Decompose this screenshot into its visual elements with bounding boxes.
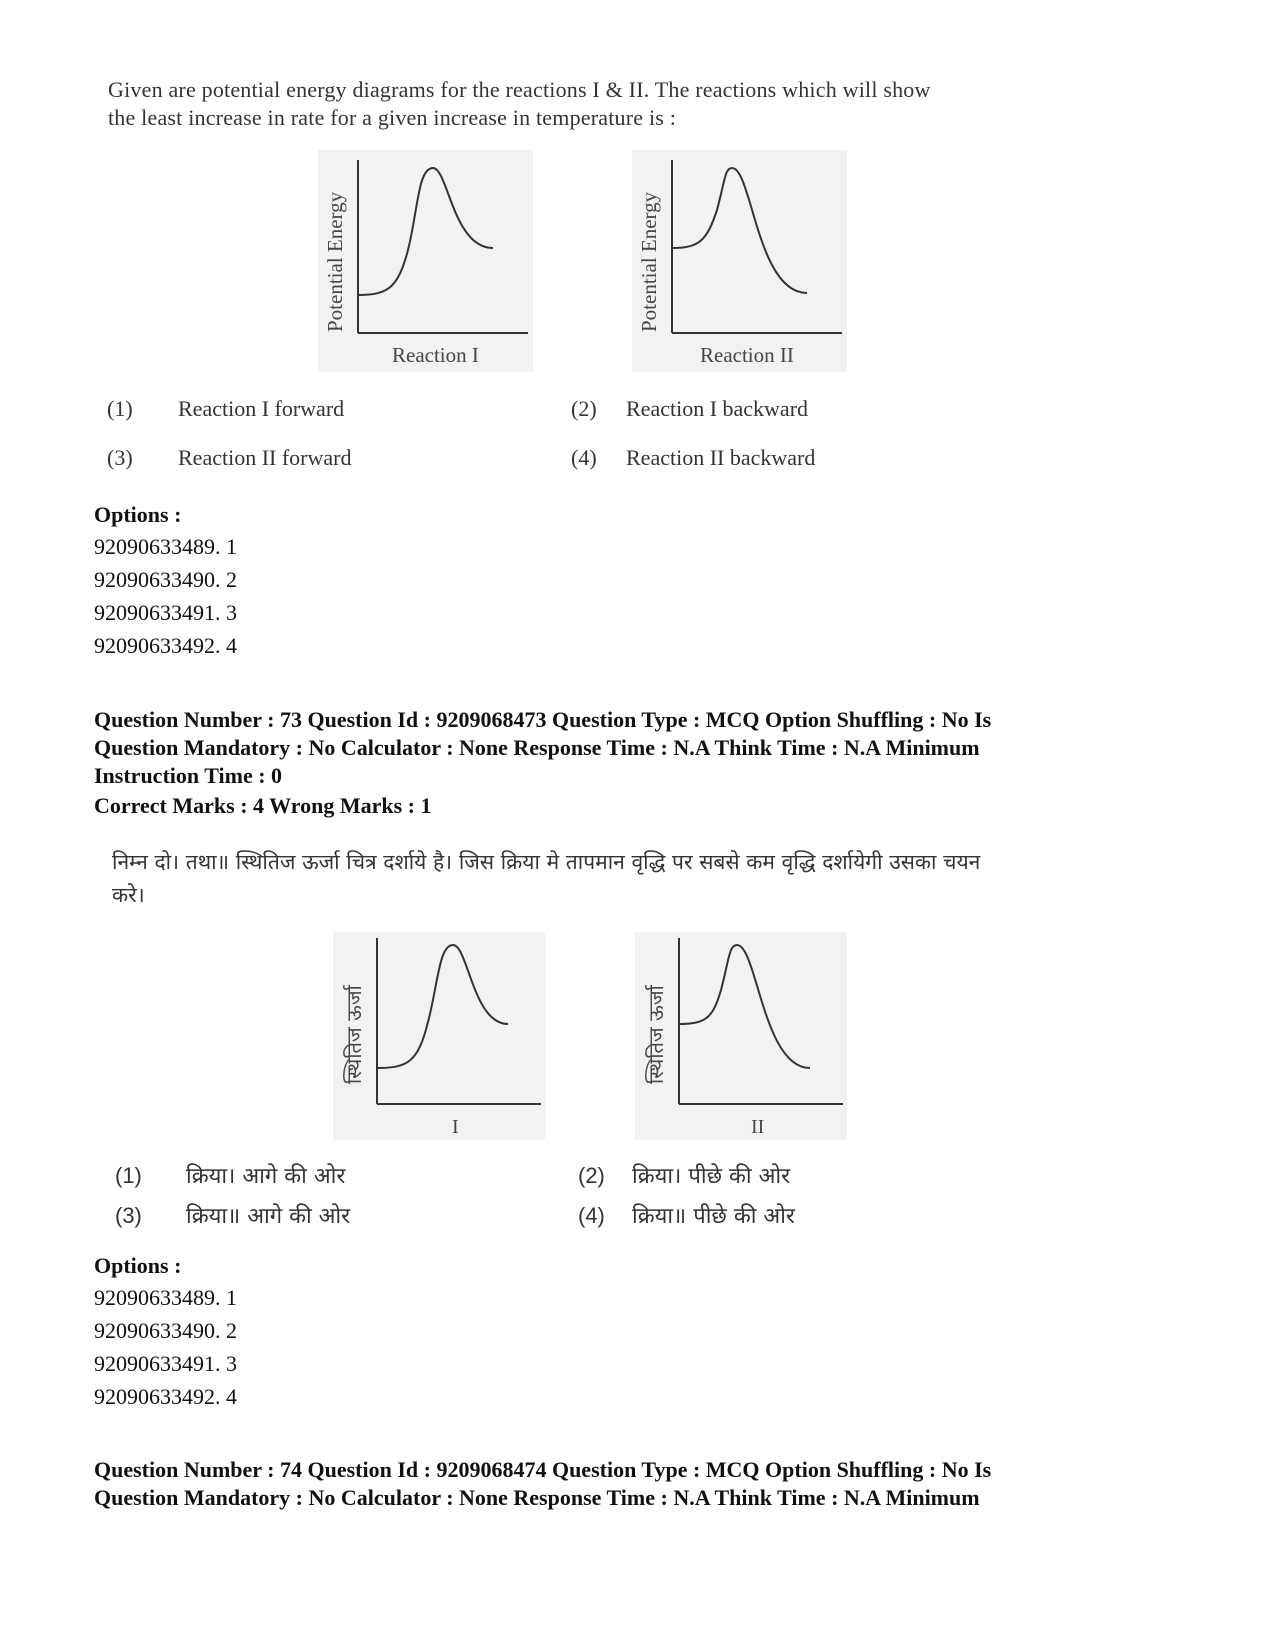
x-axis-label: Reaction II: [700, 343, 794, 367]
choice-4-number: (4): [571, 445, 597, 470]
energy-diagram-reaction-1: [318, 150, 533, 372]
energy-curve: [377, 945, 508, 1068]
energy-diagram-kriya-2: [635, 932, 847, 1140]
meta-line: Question Mandatory : No Calculator : None Response Time : N.A Think Time : N.A Minimum: [94, 735, 980, 760]
y-axis-label: Potential Energy: [637, 191, 661, 332]
energy-curve: [358, 168, 493, 295]
y-axis-label: स्थितिज ऊर्जा: [342, 985, 366, 1084]
choice-4-label: क्रिया॥ पीछे की ओर: [632, 1204, 795, 1229]
choice-3-label: Reaction II forward: [178, 445, 352, 470]
options-list: [94, 1281, 237, 1413]
choice-2-label: Reaction I backward: [626, 396, 809, 421]
choice-1-label: Reaction I forward: [178, 396, 345, 421]
choice-4-label: Reaction II backward: [626, 445, 816, 470]
meta-line: Instruction Time : 0: [94, 763, 283, 788]
option-item: 92090633492. 4: [94, 633, 237, 658]
question-72-text: [108, 76, 931, 132]
y-axis-label: Potential Energy: [323, 191, 347, 332]
choice-4-number: (4): [578, 1203, 605, 1228]
choice-3-label: क्रिया॥ आगे की ओर: [186, 1204, 351, 1229]
x-axis-label: Reaction I: [392, 343, 479, 367]
option-item: 92090633490. 2: [94, 1318, 237, 1343]
choice-3-number: (3): [115, 1203, 142, 1228]
choice-1-label: क्रिया। आगे की ओर: [186, 1164, 346, 1189]
meta-line: Question Mandatory : No Calculator : None Response Time : N.A Think Time : N.A Minimum: [94, 1485, 980, 1510]
option-item: 92090633490. 2: [94, 567, 237, 592]
option-item: 92090633489. 1: [94, 534, 237, 559]
choice-2-number: (2): [578, 1163, 605, 1188]
y-axis-label: स्थितिज ऊर्जा: [644, 985, 668, 1084]
energy-curve: [672, 168, 807, 293]
energy-diagram-kriya-1: [333, 932, 545, 1140]
question-text-line: करे।: [112, 883, 145, 907]
choice-1-number: (1): [115, 1163, 142, 1188]
options-heading: Options :: [94, 502, 182, 527]
choice-3-number: (3): [107, 445, 133, 470]
question-text-line: the least increase in rate for a given increase in temperature is :: [108, 105, 677, 130]
energy-diagram-reaction-2: [632, 150, 847, 372]
choice-1-number: (1): [107, 396, 133, 421]
option-item: 92090633491. 3: [94, 600, 237, 625]
question-73-text: [112, 846, 1072, 912]
question-74-meta: [94, 1456, 991, 1512]
meta-line: Question Number : 73 Question Id : 9209068473 Question Type : MCQ Option Shuffling : No Is: [94, 707, 992, 732]
energy-curve: [679, 945, 810, 1068]
question-text-line: निम्न दो। तथा॥ स्थितिज ऊर्जा चित्र दर्शाये है। जिस क्रिया मे तापमान वृद्धि पर सबसे कम वृद्धि दर्शायेगी उसका चयन: [112, 850, 981, 874]
choice-2-number: (2): [571, 396, 597, 421]
option-item: 92090633489. 1: [94, 1285, 237, 1310]
options-heading: Options :: [94, 1253, 182, 1278]
options-list: [94, 530, 237, 662]
question-73-marks: Correct Marks : 4 Wrong Marks : 1: [94, 793, 432, 818]
choice-2-label: क्रिया। पीछे की ओर: [632, 1164, 791, 1189]
question-text-line: Given are potential energy diagrams for the reactions I & II. The reactions which will show: [108, 77, 931, 102]
x-axis-label: II: [751, 1116, 765, 1138]
meta-line: Question Number : 74 Question Id : 9209068474 Question Type : MCQ Option Shuffling : No Is: [94, 1457, 992, 1482]
question-73-meta: [94, 706, 991, 790]
option-item: 92090633492. 4: [94, 1384, 237, 1409]
x-axis-label: I: [452, 1116, 459, 1138]
option-item: 92090633491. 3: [94, 1351, 237, 1376]
